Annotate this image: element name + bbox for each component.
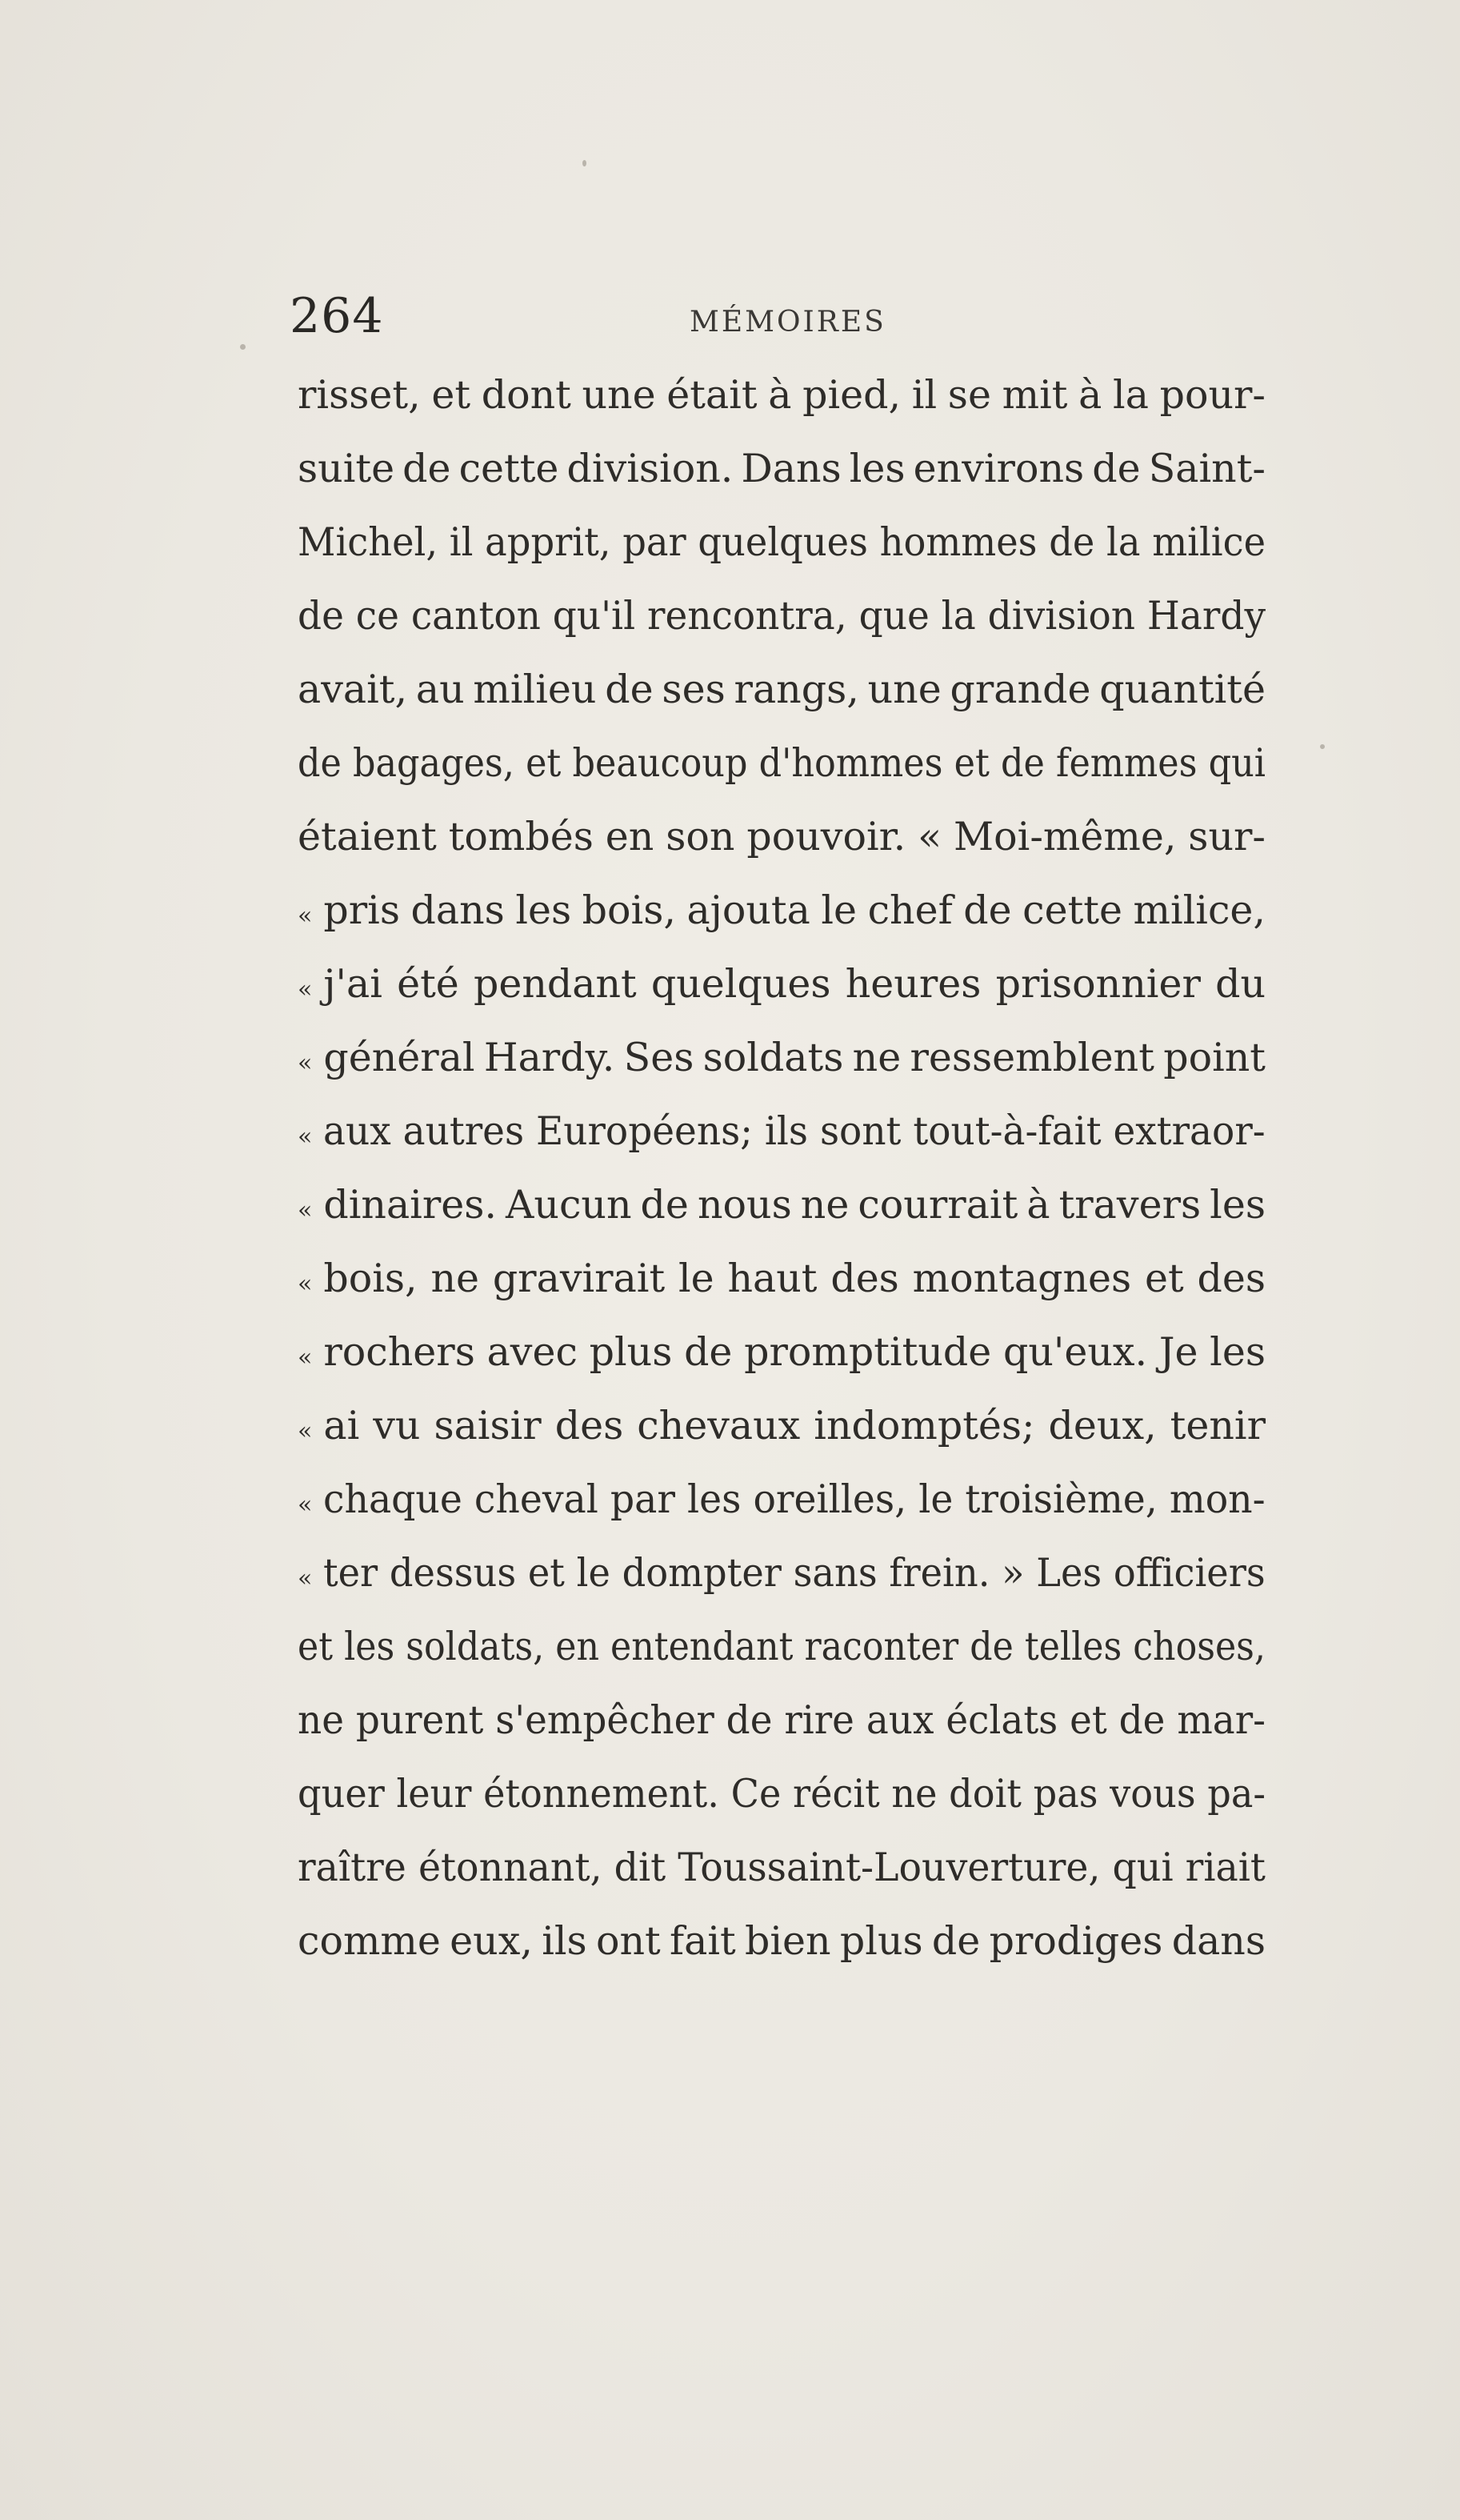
text-line: étaient tombés en son pouvoir. « Moi-même, sur- <box>298 814 1266 859</box>
text-line: raître étonnant, dit Toussaint-Louverture, qui riait <box>298 1845 1266 1890</box>
guillemet: « <box>298 1564 313 1593</box>
running-head <box>0 288 1460 360</box>
text-line: avait, au milieu de ses rangs, une grande quantité <box>298 667 1266 712</box>
quoted-line: « pris dans les bois, ajouta le chef de cette milice, <box>298 874 1266 948</box>
text-line: de ce canton qu'il rencontra, que la division Hardy <box>298 593 1266 639</box>
text-line: comme eux, ils ont fait bien plus de prodiges dans <box>298 1918 1266 1964</box>
guillemet: « <box>298 1344 313 1372</box>
guillemet: « <box>298 1196 313 1224</box>
guillemet: « <box>298 1417 313 1445</box>
quoted-line: « chaque cheval par les oreilles, le troisième, mon- <box>298 1463 1266 1536</box>
text-line: risset, et dont une était à pied, il se mit à la pour- <box>298 372 1266 418</box>
guillemet: « <box>298 1270 313 1298</box>
paper-speck <box>582 160 586 166</box>
quoted-line: « j'ai été pendant quelques heures prisonnier du <box>298 948 1266 1021</box>
guillemet: « <box>298 976 313 1004</box>
text-line: de bagages, et beaucoup d'hommes et de femmes qui <box>298 740 1266 786</box>
text-line: suite de cette division. Dans les environs de Saint- <box>298 446 1266 491</box>
quoted-line: « rochers avec plus de promptitude qu'eux. Je les <box>298 1316 1266 1389</box>
quoted-line: « dinaires. Aucun de nous ne courrait à travers les <box>298 1168 1266 1242</box>
quoted-line: « aux autres Européens; ils sont tout-à-fait extraor- <box>298 1095 1266 1168</box>
text-line: Michel, il apprit, par quelques hommes de la milice <box>298 519 1266 565</box>
quoted-line: « ai vu saisir des chevaux indomptés; deux, tenir <box>298 1389 1266 1463</box>
guillemet: « <box>298 1049 313 1077</box>
quoted-line: « général Hardy. Ses soldats ne ressemblent point <box>298 1021 1266 1095</box>
quoted-line: « ter dessus et le dompter sans frein. » Les officiers <box>298 1536 1266 1610</box>
text-line: ne purent s'empêcher de rire aux éclats et de mar- <box>298 1697 1266 1743</box>
body-text <box>298 359 1266 1978</box>
quoted-line: « bois, ne gravirait le haut des montagnes et des <box>298 1242 1266 1316</box>
guillemet: « <box>298 1491 313 1519</box>
page-number: 264 <box>290 288 384 344</box>
guillemet: « <box>298 902 313 930</box>
running-title: MÉMOIRES <box>690 306 886 339</box>
guillemet: « <box>298 1123 313 1151</box>
text-line: quer leur étonnement. Ce récit ne doit pas vous pa- <box>298 1771 1266 1817</box>
paper-speck <box>1320 744 1325 749</box>
text-line: et les soldats, en entendant raconter de telles choses, <box>298 1624 1266 1669</box>
